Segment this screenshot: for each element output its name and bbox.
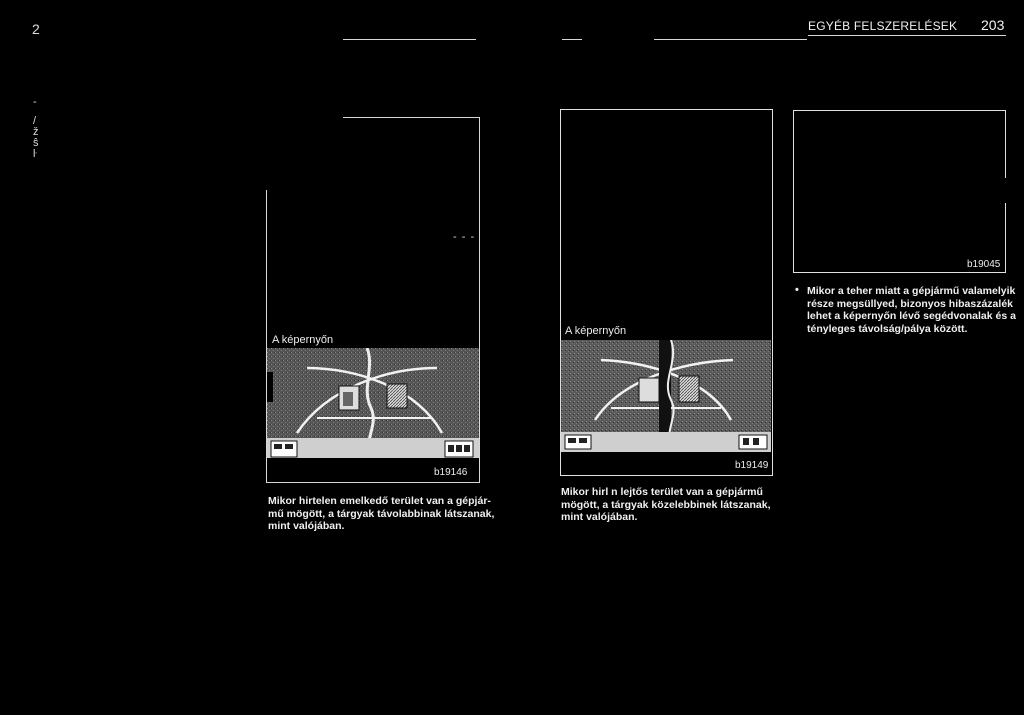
figure-middle-code: b19149	[735, 460, 769, 471]
figure-middle-screen-label: A képernyőn	[565, 325, 627, 337]
section-title: EGYÉB FELSZERELÉSEK	[808, 19, 958, 33]
figure-middle-caption	[561, 486, 770, 524]
figure-left-camera-view	[267, 348, 479, 466]
bullet-line: része megsüllyed, bizonyos hibaszázalék	[807, 297, 1013, 310]
bullet-item	[795, 285, 1016, 335]
figure-left-right-rule	[479, 117, 480, 482]
margin-mark: ŀ	[33, 148, 37, 160]
header-rule-1	[343, 39, 476, 40]
bullet-line: lehet a képernyőn lévő segédvonalak és a	[807, 310, 1016, 322]
right-column-note	[795, 285, 1016, 335]
dash-mark: - - -	[453, 231, 476, 243]
figure-right-frame-gap	[1004, 178, 1006, 203]
margin-mark: ž	[33, 126, 39, 138]
margin-mark: /	[33, 115, 37, 127]
figure-middle-camera-view	[561, 340, 771, 460]
margin-mark: ŝ	[33, 137, 39, 149]
header-title-rule	[808, 35, 1006, 36]
figure-right-code: b19045	[967, 259, 1001, 270]
caption-line: mint valójában.	[561, 511, 638, 523]
figure-left-caption	[268, 495, 494, 533]
caption-line: mögött, a tárgyak közelebbinek látszanak,	[561, 498, 771, 511]
figure-left-code: b19146	[434, 467, 468, 478]
caption-line: mű mögött, a tárgyak távolabbinak látszanak,	[268, 507, 495, 520]
figure-left-bottom-rule	[266, 482, 480, 483]
caption-line: Mikor hirl n lejtős terület van a gépjármű	[561, 486, 763, 498]
header-rule-2	[562, 39, 582, 40]
header-rule-3	[654, 39, 807, 40]
figure-left-screen-label: A képernyőn	[272, 334, 334, 346]
margin-mark: -	[33, 96, 37, 108]
caption-line: Mikor hirtelen emelkedő terület van a gépjár-	[268, 495, 491, 507]
bullet-line: tényleges távolság/pálya között.	[807, 322, 968, 335]
margin-marks	[33, 97, 39, 160]
figure-left-top-rule	[343, 117, 479, 118]
page-number: 203	[981, 17, 1005, 33]
margin-top-mark: 2	[32, 21, 40, 37]
caption-line: mint valójában.	[268, 520, 345, 532]
bullet-line: • Mikor a teher miatt a gépjármű valamelyik	[807, 285, 1016, 297]
figure-right-frame	[793, 110, 1006, 273]
